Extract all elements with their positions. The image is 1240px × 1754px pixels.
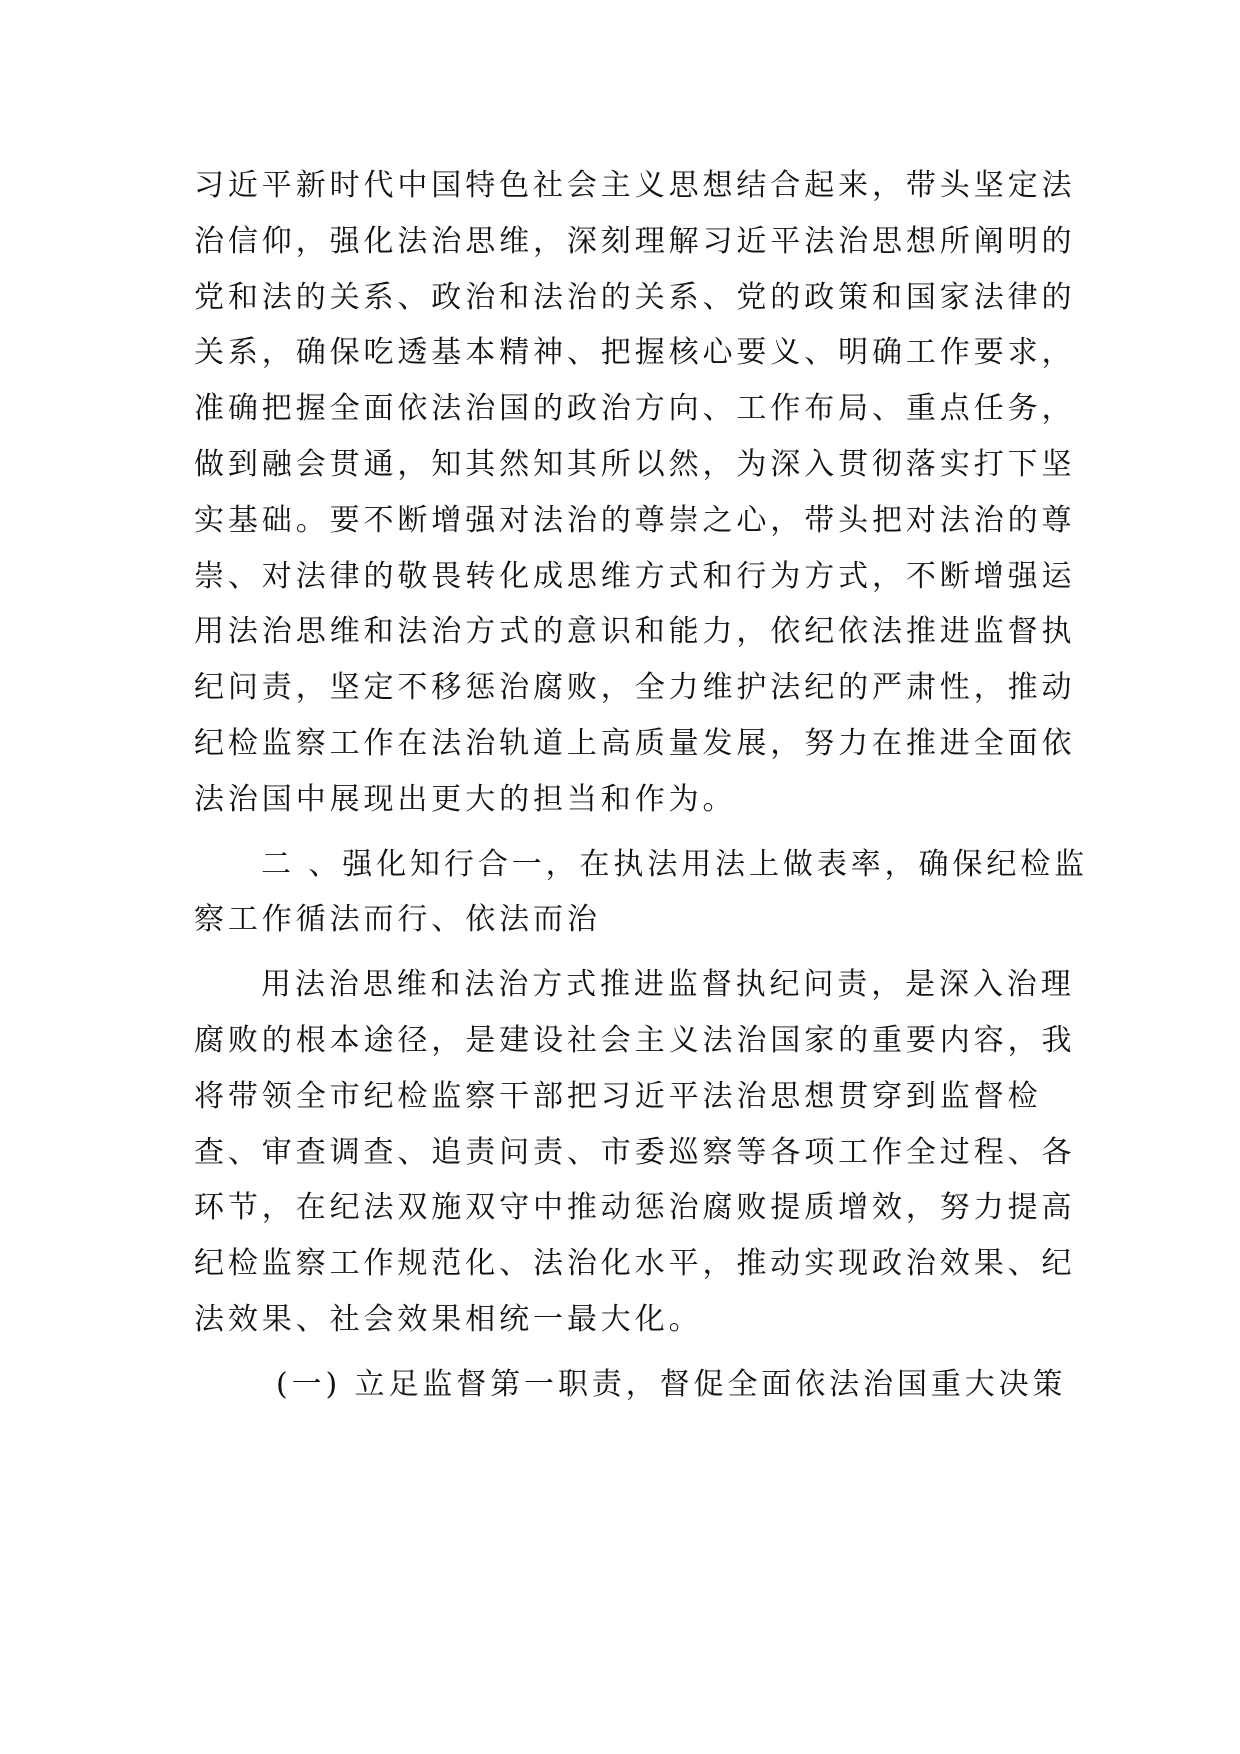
text-line: 实基础。要不断增强对法治的尊崇之心，带头把对法治的尊 [194,502,1076,538]
text-line: 纪检监察工作在法治轨道上高质量发展，努力在推进全面依 [194,725,1076,761]
heading-line: 二 、强化知行合一，在执法用法上做表率，确保纪检监 [261,846,1089,882]
text-line: 做到融会贯通，知其然知其所以然，为深入贯彻落实打下坚 [194,446,1076,482]
text-line: 将带领全市纪检监察干部把习近平法治思想贯穿到监督检 [194,1078,1042,1114]
text-line: 纪检监察工作规范化、法治化水平，推动实现政治效果、纪 [194,1246,1076,1282]
text-line: 纪问责，坚定不移惩治腐败，全力维护法纪的严肃性，推动 [194,670,1076,706]
text-line: 腐败的根本途径，是建设社会主义法治国家的重要内容，我 [194,1022,1076,1058]
text-line: 用法治思维和法治方式的意识和能力，依纪依法推进监督执 [194,614,1076,650]
paragraph-2 [194,957,1076,1348]
paragraph-1 [194,158,1076,828]
subheading-1 [194,1357,1067,1413]
text-line: 崇、对法律的敬畏转化成思维方式和行为方式，不断增强运 [194,558,1076,594]
text-line: 法治国中展现出更大的担当和作为。 [194,781,737,817]
subheading-line: (一) 立足监督第一职责，督促全面依法治国重大决策 [276,1366,1067,1402]
text-line: 习近平新时代中国特色社会主义思想结合起来，带头坚定法 [194,168,1076,203]
section-heading-2 [194,837,1089,949]
text-line: 准确把握全面依法治国的政治方向、工作布局、重点任务， [194,391,1076,427]
text-line: 用法治思维和法治方式推进监督执纪问责，是深入治理 [261,967,1075,1003]
document-body [194,158,1089,1413]
text-line: 治信仰，强化法治思维，深刻理解习近平法治思想所阐明的 [194,223,1076,259]
text-line: 环节，在纪法双施双守中推动惩治腐败提质增效，努力提高 [194,1190,1076,1226]
heading-line: 察工作循法而行、依法而治 [194,902,601,938]
text-line: 关系，确保吃透基本精神、把握核心要义、明确工作要求， [194,335,1076,371]
text-line: 查、审查调查、追责问责、市委巡察等各项工作全过程、各 [194,1134,1076,1170]
text-line: 党和法的关系、政治和法治的关系、党的政策和国家法律的 [194,279,1076,315]
text-line: 法效果、社会效果相统一最大化。 [194,1301,703,1337]
